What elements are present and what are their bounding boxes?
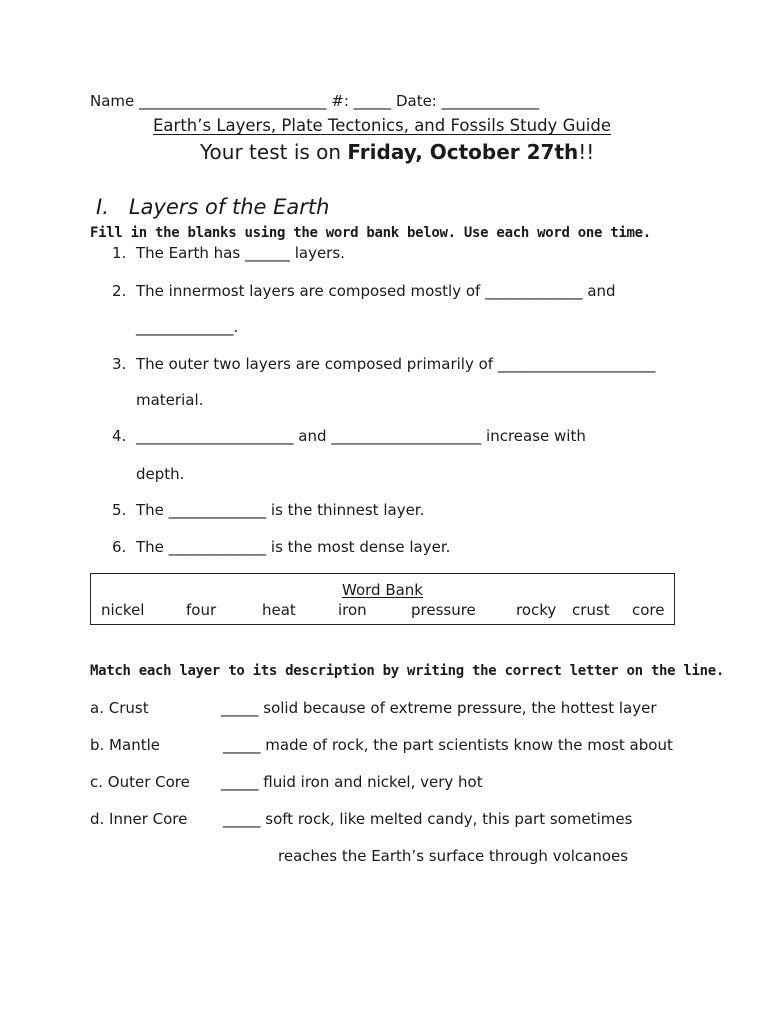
fill-in-instruction: Fill in the blanks using the word bank below. Use each word one time.	[90, 225, 651, 241]
test-suffix: !!	[578, 140, 595, 164]
question-number: 4.	[112, 427, 127, 445]
question-number: 5.	[112, 501, 127, 519]
test-date: Friday, October 27th	[347, 140, 579, 164]
test-prefix: Your test is on	[200, 140, 348, 164]
match-layer-label: a. Crust	[90, 699, 149, 717]
word-bank-word: crust	[572, 601, 610, 619]
page-title: Earth’s Layers, Plate Tectonics, and Fossils Study Guide	[153, 116, 612, 135]
word-bank-box	[90, 573, 675, 625]
match-description: _____ solid because of extreme pressure, the hottest layer	[221, 699, 657, 717]
word-bank-word: iron	[338, 601, 367, 619]
question-number: 6.	[112, 538, 127, 556]
question-text: _____________________ and ____________________ increase with	[136, 427, 586, 445]
question-text-continued: _____________.	[136, 318, 239, 336]
match-layer-label: d. Inner Core	[90, 810, 188, 828]
name-number-date-line: Name _________________________ #: _____ Date: _____________	[90, 92, 540, 110]
question-text-continued: depth.	[136, 465, 185, 483]
match-description: _____ made of rock, the part scientists know the most about	[223, 736, 673, 754]
section-heading: I. Layers of the Earth	[96, 195, 330, 219]
question-number: 3.	[112, 355, 127, 373]
question-text: The outer two layers are composed primarily of _____________________	[136, 355, 656, 373]
match-description: _____ fluid iron and nickel, very hot	[221, 773, 483, 791]
match-layer-label: b. Mantle	[90, 736, 160, 754]
question-text: The _____________ is the thinnest layer.	[136, 501, 425, 519]
matching-instruction: Match each layer to its description by writing the correct letter on the line.	[90, 663, 725, 679]
question-text: The _____________ is the most dense layer.	[136, 538, 451, 556]
question-number: 1.	[112, 244, 127, 262]
word-bank-word: four	[186, 601, 217, 619]
word-bank-word: heat	[262, 601, 296, 619]
question-text-continued: material.	[136, 391, 204, 409]
question-text: The Earth has ______ layers.	[136, 244, 345, 262]
word-bank-word: nickel	[101, 601, 145, 619]
match-description: _____ soft rock, like melted candy, this part sometimes	[223, 810, 633, 828]
match-layer-label: c. Outer Core	[90, 773, 190, 791]
word-bank-word: pressure	[411, 601, 476, 619]
word-bank-word: core	[632, 601, 665, 619]
question-text: The innermost layers are composed mostly of _____________ and	[136, 282, 616, 300]
word-bank-title: Word Bank	[342, 581, 423, 599]
question-number: 2.	[112, 282, 127, 300]
match-description-continued: reaches the Earth’s surface through volcanoes	[278, 847, 629, 865]
word-bank-word: rocky	[516, 601, 557, 619]
test-date-line	[200, 140, 594, 164]
